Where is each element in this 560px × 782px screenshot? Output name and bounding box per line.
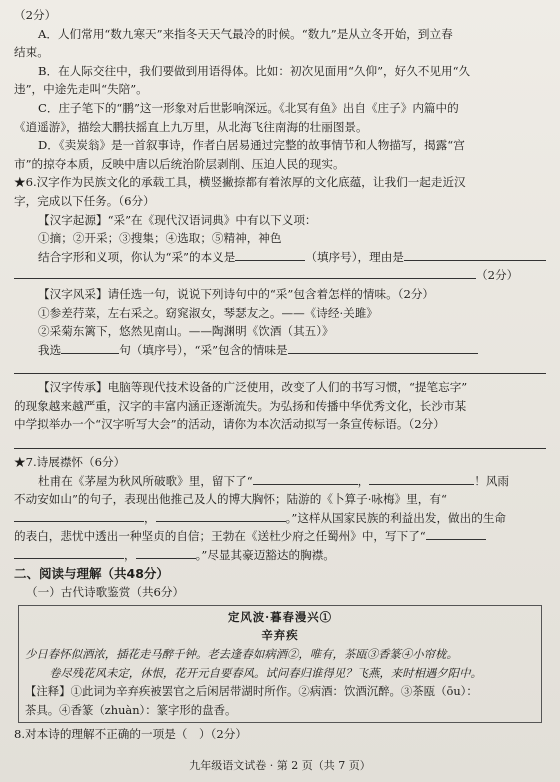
hanzi-heritage-line1: 【汉字传承】电脑等现代技术设备的广泛使用，改变了人们的书写习惯，“提笔忘字” — [38, 380, 468, 395]
hanzi-origin-line2: ①摘；②开采；③搜集；④选取；⑤精神，神色 — [38, 231, 282, 246]
hanzi-style-line4 — [14, 341, 546, 360]
style-meaning-blank[interactable] — [288, 341, 478, 354]
question-6-line2: 字，完成以下任务。（6分） — [14, 193, 155, 208]
hanzi-origin-line1: 【汉字起源】“采”在《现代汉语词典》中有以下义项： — [38, 212, 317, 227]
option-d-line2: 市”的掠夺本质，反映中唐以后统治阶层剥削、压迫人民的现实。 — [14, 156, 345, 171]
origin-reason-blank-2[interactable] — [14, 266, 476, 279]
style-choose-prompt: 我选 — [38, 342, 62, 357]
question-7-title: ★7.诗展襟怀（6分） — [14, 455, 126, 470]
origin-prompt-2: （填序号），理由是 — [305, 249, 404, 264]
q7-blank-6[interactable] — [14, 546, 124, 559]
q7-text-5b: 。”尽显其豪迈豁达的胸襟。 — [195, 548, 335, 563]
origin-score: （2分） — [476, 268, 519, 283]
option-b-line2: 违”，中途先走叫“失陪”。 — [14, 82, 148, 97]
q7-text-3b: 。”这样从国家民族的利益出发，做出的生命 — [285, 510, 507, 525]
style-choice-blank[interactable] — [61, 341, 119, 354]
part-2-subsection: （一）古代诗歌鉴赏（共6分） — [26, 585, 185, 600]
origin-prompt: 结合字形和义项，你认为“采”的本义是 — [38, 249, 236, 264]
part-2-title: 二、阅读与理解（共48分） — [14, 565, 169, 581]
poem-box — [18, 605, 542, 724]
slogan-answer-line[interactable] — [14, 434, 546, 449]
q7-blank-7[interactable] — [136, 546, 196, 559]
q7-text-4: 的表白，悲忧中透出一种坚贞的自信；王勃在《送杜少府之任蜀州》中，写下了“ — [14, 529, 426, 544]
hanzi-heritage-line2: 的现象越来越严重，汉字的丰富内涵正逐渐流失。为弘扬和传播中华优秀文化，长沙市某 — [14, 398, 467, 413]
q7-comma-1: ， — [357, 473, 370, 488]
top-score: （2分） — [14, 8, 57, 22]
option-c-line2: 《逍遥游》，描绘大鹏扶摇直上九万里，从北海飞往南海的壮丽图景。 — [14, 119, 368, 134]
q7-text-1: 杜甫在《茅屋为秋风所破歌》里，留下了“ — [38, 473, 253, 488]
q7-blank-2[interactable] — [369, 472, 474, 485]
q7-blank-3[interactable] — [14, 509, 144, 522]
poem-author: 辛弃疾 — [261, 628, 299, 643]
page-footer: 九年级语文试卷 · 第 2 页（共 7 页） — [189, 759, 371, 773]
poem-line-1: 少日春怀似酒浓，插花走马醉千钟。老去逢春如病酒②，唯有，茶瓯③香篆④小帘栊。 — [25, 647, 458, 661]
origin-answer-blank[interactable] — [235, 248, 305, 261]
option-b-line1: B．在人际交往中，我们要做到用语得体。比如：初次见面用“久仰”，好久不见用“久 — [38, 63, 471, 78]
hanzi-style-line2: ①参差荇菜，左右采之。窈窕淑女，琴瑟友之。——《诗经·关雎》 — [38, 305, 378, 320]
hanzi-origin-line4 — [14, 266, 546, 285]
question-7-line4 — [14, 527, 546, 546]
option-c-line1: C．庄子笔下的“鹏”这一形象对后世影响深远。《北冥有鱼》出自《庄子》内篇中的 — [38, 100, 459, 115]
poem-note-1: 【注释】①此词为辛弃疾被罢官之后闲居带湖时所作。②病酒：饮酒沉醉。③茶瓯（ōu）： — [25, 684, 478, 699]
q7-comma-5: ， — [124, 548, 136, 563]
hanzi-heritage-line3: 中学拟举办一个“汉字听写大会”的活动，请你为本次活动拟写一条宣传标语。（2分） — [14, 417, 445, 432]
option-a-line2: 结束。 — [14, 45, 49, 60]
origin-reason-blank[interactable] — [404, 248, 546, 261]
question-7-line5 — [14, 546, 546, 565]
poem-note-2: 茶具。④香篆（zhuàn）：篆字形的盘香。 — [25, 702, 237, 717]
style-choose-prompt-2: 句（填序号），“采”包含的情味是 — [119, 342, 288, 357]
q7-text-1c: ！风雨 — [474, 473, 510, 488]
option-d-line1: D．《卖炭翁》是一首叙事诗，作者白居易通过完整的故事情节和人物描写，揭露“宫 — [38, 138, 465, 153]
question-7-line2: 不动安如山”的句子，表现出他推己及人的博大胸怀；陆游的《卜算子·咏梅》里，有“ — [14, 492, 447, 507]
style-answer-line[interactable] — [14, 359, 546, 374]
question-7-line3 — [14, 509, 546, 528]
q7-comma-3: ， — [144, 510, 156, 525]
poem-line-2: 卷尽残花风未定，休恨，花开元自要春风。试问春归谁得见？飞燕，来时相遇夕阳中。 — [49, 665, 482, 680]
q7-blank-4[interactable] — [156, 509, 286, 522]
hanzi-origin-line3 — [14, 248, 546, 267]
hanzi-style-line1: 【汉字风采】请任选一句，说说下列诗句中的“采”包含着怎样的情味。（2分） — [38, 286, 435, 301]
q7-blank-5[interactable] — [426, 527, 486, 540]
question-8: 8.对本诗的理解不正确的一项是（ ）（2分） — [14, 727, 247, 742]
poem-title: 定风波·暮春漫兴① — [227, 609, 333, 624]
option-a-line1: A．人们常用“数九寒天”来指冬天天气最冷的时候。“数九”是从立冬开始，到立春 — [38, 26, 453, 41]
question-6-line1: ★6.汉字作为民族文化的承载工具，横竖撇捺都有着浓厚的文化底蕴，让我们一起走近汉 — [14, 175, 466, 190]
question-7-line1 — [14, 472, 546, 491]
hanzi-style-line3: ②采菊东篱下，悠然见南山。——陶渊明《饮酒（其五）》 — [38, 324, 334, 339]
q7-blank-1[interactable] — [253, 472, 358, 485]
